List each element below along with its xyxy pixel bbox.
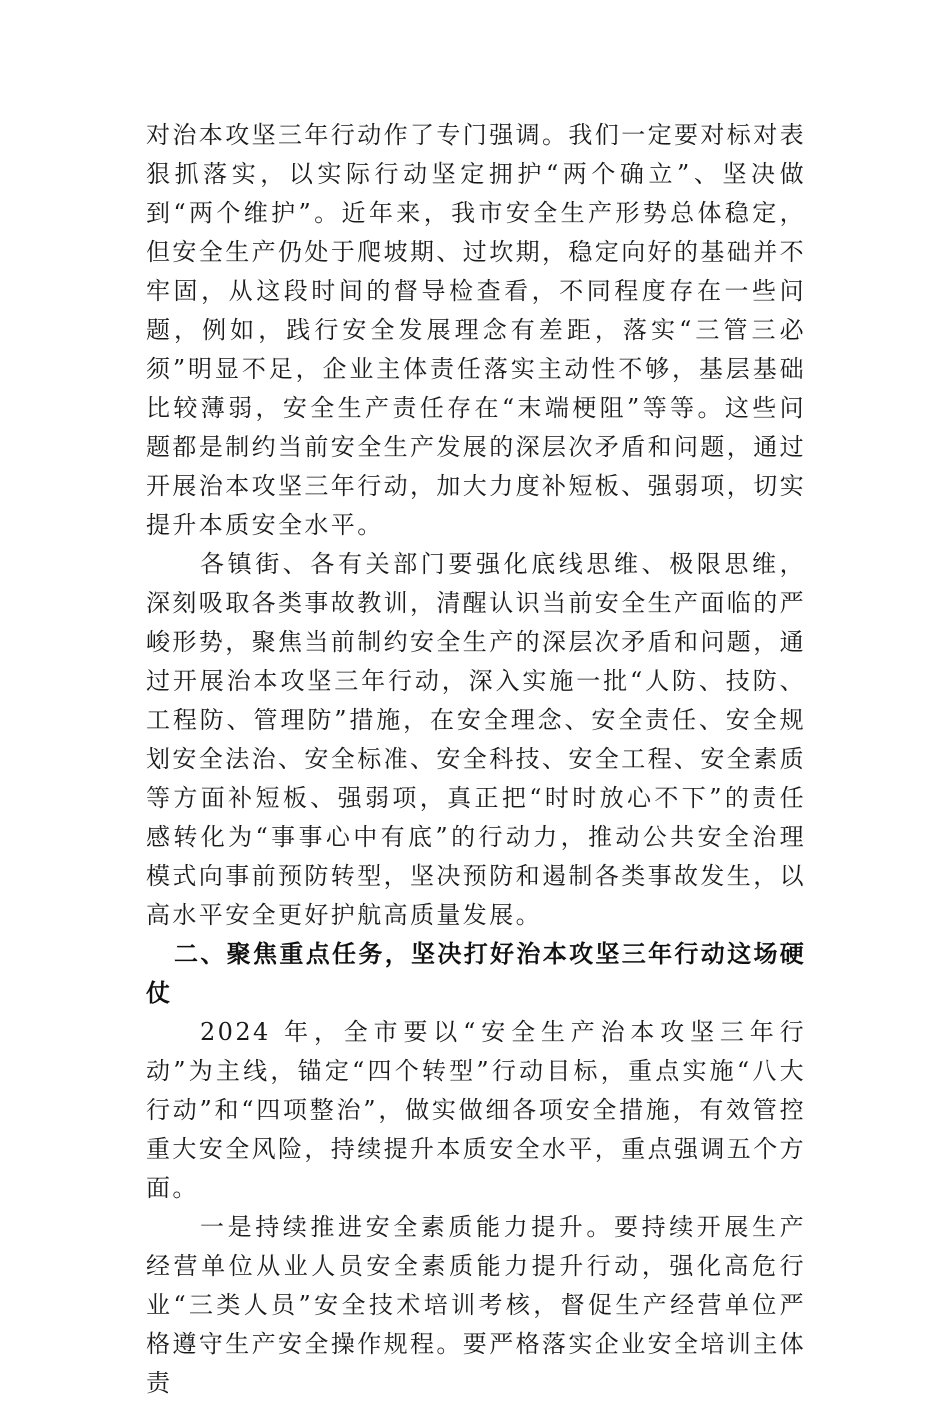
document-body: [146, 116, 806, 1403]
paragraph-continuation: 对治本攻坚三年行动作了专门强调。我们一定要对标对表狠抓落实，以实际行动坚定拥护“两个确立”、坚决做到“两个维护”。近年来，我市安全生产形势总体稳定，但安全生产仍处于爬坡期、过坎期，稳定向好的基础并不牢固，从这段时间的督导检查看，不同程度存在一些问题，例如，践行安全发展理念有差距，落实“三管三必须”明显不足，企业主体责任落实主动性不够，基层基础比较薄弱，安全生产责任存在“末端梗阻”等等。这些问题都是制约当前安全生产发展的深层次矛盾和问题，通过开展治本攻坚三年行动，加大力度补短板、强弱项，切实提升本质安全水平。: [146, 121, 806, 539]
paragraph-safety-quality: 一是持续推进安全素质能力提升。要持续开展生产经营单位从业人员安全素质能力提升行动，强化高危行业“三类人员”安全技术培训考核，督促生产经营单位严格遵守生产安全操作规程。要严格落实企业安全培训主体责: [146, 1213, 806, 1397]
section-heading-key-tasks: 二、聚焦重点任务，坚决打好治本攻坚三年行动这场硬仗: [146, 940, 806, 1007]
paragraph-bottom-line-thinking: 各镇街、各有关部门要强化底线思维、极限思维，深刻吸取各类事故教训，清醒认识当前安全生产面临的严峻形势，聚焦当前制约安全生产的深层次矛盾和问题，通过开展治本攻坚三年行动，深入实施一批“人防、技防、工程防、管理防”措施，在安全理念、安全责任、安全规划安全法治、安全标准、安全科技、安全工程、安全素质等方面补短板、强弱项，真正把“时时放心不下”的责任感转化为“事事心中有底”的行动力，推动公共安全治理模式向事前预防转型，坚决预防和遏制各类事故发生，以高水平安全更好护航高质量发展。: [146, 550, 806, 929]
paragraph-2024-plan: 2024 年，全市要以“安全生产治本攻坚三年行动”为主线，锚定“四个转型”行动目标，重点实施“八大行动”和“四项整治”，做实做细各项安全措施，有效管控重大安全风险，持续提升本质安全水平，重点强调五个方面。: [146, 1018, 806, 1202]
